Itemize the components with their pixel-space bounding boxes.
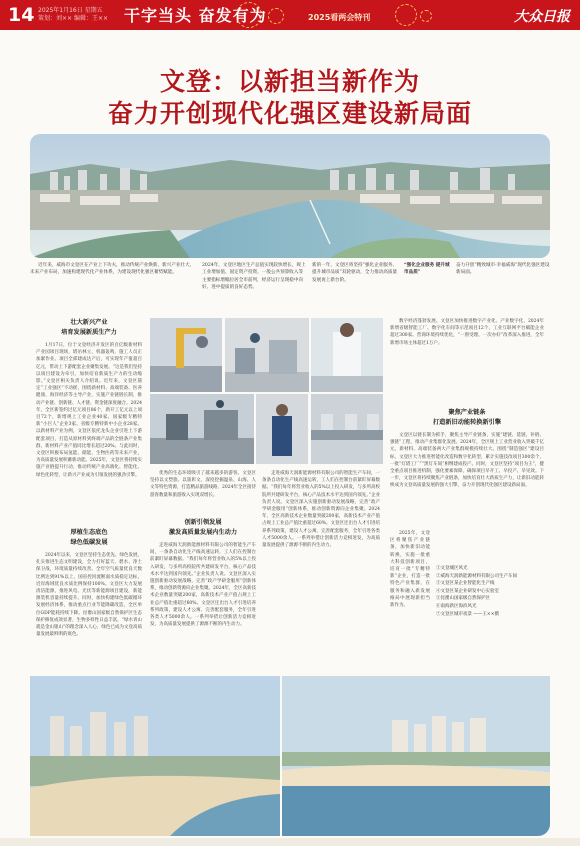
page-bottom-border (0, 838, 580, 846)
firework-decoration (395, 4, 417, 26)
section-title-3: 创新引领发展 (184, 519, 222, 526)
photo-caption-item: ④文登区某企业研发中心实验室 (436, 588, 499, 594)
firework-decoration (420, 10, 432, 22)
headline-line-1: 文登：以新担当新作为 (159, 67, 420, 96)
production-line-photo (311, 394, 383, 464)
section-subtitle-1: 培育发展新质生产力 (61, 329, 117, 336)
factory-photo-1 (150, 318, 222, 392)
seaside-photo (282, 676, 550, 836)
hero-city-photo (30, 134, 550, 258)
hero-caption-3: 新的一年，文登区将坚持“强化企业服务、提升城市品质”双轮驱动，全力推动高质量发展再上新台阶。 (312, 263, 398, 283)
date-text: 2025年1月16日 星期五 (38, 7, 103, 14)
firework-decoration (268, 8, 284, 24)
hero-caption-2: 2024年，文登区地区生产总值实现较快增长，规上工业增加值、固定资产投资、一般公共预算收入等主要指标增幅位居全市前列，经济运行呈现稳中向好、进中提质的良好态势。 (202, 263, 306, 291)
section-topic: 干字当头 奋发有为 (124, 6, 267, 25)
page-header-bar (0, 0, 580, 30)
section-subtitle-3: 激发高质量发展内生动力 (168, 529, 238, 536)
column-2b-body: 走进威海天润新能源材料有限公司的智能生产车间，一条条自动化生产线高速运转，工人们在控制台前紧盯屏幕数据。“我们每年将营业收入的5%以上投入研发，与多所高校院所共建研发平台，核心产品技术水平达到国内领先。”企业负责人说。文登区深入实施创新驱动发展战略，完善“政产学研金服用”创新体系，推动创新资源向企业集聚。2024年，全区高新技术企业数量突破200家，高新技术产业产值占规上工业总产值比重超过60%。文登区还出台人才引进培养系列政策，建设人才公寓、完善配套服务，全年引进各类人才5000余人。一系列举措让创新活力竞相迸发，为高质量发展提供了源源不断的内生动力。 (262, 471, 380, 549)
column-2-body: 走进威海天润新能源材料有限公司的智能生产车间，一条条自动化生产线高速运转，工人们在控制台前紧盯屏幕数据。“我们每年将营业收入的5%以上投入研发，与多所高校院所共建研发平台，核心产品技术水平达到国内领先。”企业负责人说。文登区深入实施创新驱动发展战略，完善“政产学研金服用”创新体系，推动创新资源向企业集聚。2024年，全区高新技术企业数量突破200家，高新技术产业产值占规上工业总产值比重超过60%。文登区还出台人才引进培养系列政策，建设人才公寓、完善配套服务，全年引进各类人才5000余人。一系列举措让创新活力竞相迸发，为高质量发展提供了源源不断的内生动力。 (150, 543, 256, 628)
hero-caption-4: “强化企业服务 提升城市品质” (404, 263, 450, 276)
workshop-photo (150, 394, 254, 464)
hero-caption-1: 近年来，威海市文登区在产业上下功夫，推动传统产业焕新、新兴产业壮大、未来产业布局，加速构建现代化产业体系，为建设现代化强区蓄势赋能。 (30, 263, 195, 276)
hero-caption-5: 奋力开创“精致城市·幸福威海”现代化强区建设新局面。 (456, 263, 550, 276)
photo-caption-item: ①文登城区风光 (436, 566, 468, 571)
section-title-1: 壮大新兴产业 (70, 319, 108, 326)
page-number: 14 (8, 4, 35, 26)
column-1-body: 1月17日，位于文登经济开发区的百亿级新材料产业园项目现场，塔吊林立，机器轰鸣，施工人员正加紧作业。项目全部建成达产后，可实现年产值超百亿元，带动上下游配套企业聚集发展。“这是我们坚持以项目建设为牵引，加快培育新质生产力的生动缩影。”文登区相关负责人介绍说。近年来，文登区锚定“工业强区”不动摇，围绕新材料、高端装备、医养健康、海洋经济等主导产业，实施产业链链长制，推动产业链、创新链、人才链、资金链深度融合。2024年，全区新签约过亿元项目86个，新开工亿元以上项目72个，新增规上工业企业40家、国家级专精特新“小巨人”企业3家、省级专精特新中小企业28家。以新材料产业为例，文登区依托龙头企业引进上下游配套项目，打造从原材料到终端产品的全链条产业集群，新材料产业产值同比增长超过20%。与此同时，文登区积极布局氢能、储能、生物医药等未来产业，为高质量发展积蓄新动能。2025年，文登区将持续实施产业链提升行动，推动传统产业高端化、智能化、绿色化转型，让新兴产业成为引领发展的强劲引擎。 (36, 343, 142, 478)
factory-photo-2 (225, 318, 309, 392)
editor-text: 策划：刘×× 编辑：王×× (38, 15, 109, 22)
column-1-body-2: 2024年以来，文登区坚持生态优先、绿色发展，扎实推进生态文明建设，全力打好蓝天、碧水、净土保卫战，环境质量持续改善。全年空气质量优良天数比例达到91%以上，国省控河流断面水质稳定达标，近岸海域优良水质比例保持100%。文登区大力发展清洁能源，推进风电、光伏等新能源项目建设，新能源装机容量持续提升。同时，加快构建绿色低碳循环发展经济体系，推动重点行业节能降碳改造，全区单位GDP能耗持续下降。昆嵛山国家级自然保护区生态保护修复成效显著，生物多样性日益丰富，“绿水青山就是金山银山”的理念深入人心，绿色已成为文登高质量发展最鲜明的底色。 (36, 553, 142, 638)
photo-caption-item: ⑤昆嵛山国家级自然保护区 (436, 596, 490, 602)
series-label: 2025看两会特刊 (308, 13, 371, 22)
headline-line-2: 奋力开创现代化强区建设新局面 (107, 99, 472, 128)
photo-caption-item: ⑦文登区城市夜景 ——王××摄 (436, 611, 499, 617)
column-2-intro: 优秀的生态环境吸引了越来越多的游客。文登区坚持以文塑旅、以旅彰文，深度挖掘温泉、山海、人文等特色资源，打造精品旅游线路，2024年全区接待游客数量和旅游收入实现双增长。 (150, 471, 256, 498)
photo-caption-item: ③文登区某企业智能化生产线 (436, 581, 495, 587)
column-3-tail: 2025年，文登区将聚焦产业链条，加快新旧动能转换，实施一批重大科技创新项目，培育一批“专精特新”企业，打造一批特色产业集群，在服务和融入新发展格局中展现新担当新作为。 (390, 531, 430, 609)
coastal-city-photo (30, 676, 280, 836)
newspaper-logo: 大众日报 (514, 9, 570, 25)
column-3-body: 文登区以链长制为抓手，聚焦主导产业链条，实施“建链、延链、补链、强链”工程，推动产业集群化发展。2024年，全区规上工业营业收入突破千亿元，新材料、高端装备两大产业集群规模持续壮大。围绕“制造强区”建设目标，文登区大力推进智能化改造和数字化转型，累计实施技改项目300余个，一批“灯塔工厂”“黑灯车间”相继建成投产。同时，文登区坚持“项目为王”，健全重点项目推进机制，强化要素保障，确保项目早开工、早投产、早见效。下一步，文登区将持续聚焦产业链条，加快培育壮大新质生产力，让新旧动能转换成为文登高质量发展的强大引擎，奋力开创现代化强区建设新局面。 (390, 433, 544, 489)
column-3-lead: 数字经济蓬勃发展。文登区加快推进数字产业化、产业数字化，2024年新增省级智能工厂、数字化车间等示范项目12个，工业互联网平台赋能企业超过300家。营商环境持续优化，“一窗受理、一次办好”改革深入推进，全年新增市场主体超过1万户。 (390, 319, 544, 346)
section-title-2: 厚植生态底色 (70, 529, 108, 536)
worker-photo (256, 394, 308, 464)
section-subtitle-4: 打造新旧动能转换新引擎 (432, 419, 502, 426)
photo-caption-item: ②威海天润新能源材料有限公司生产车间 (436, 573, 517, 579)
lab-photo (311, 318, 383, 392)
photo-caption-item: ⑥南海新区海滨风光 (436, 603, 477, 609)
photo-caption-list (436, 565, 572, 618)
section-title-4: 聚焦产业链条 (448, 409, 486, 416)
date-line (38, 7, 108, 23)
section-subtitle-2: 绿色低碳发展 (70, 539, 108, 546)
